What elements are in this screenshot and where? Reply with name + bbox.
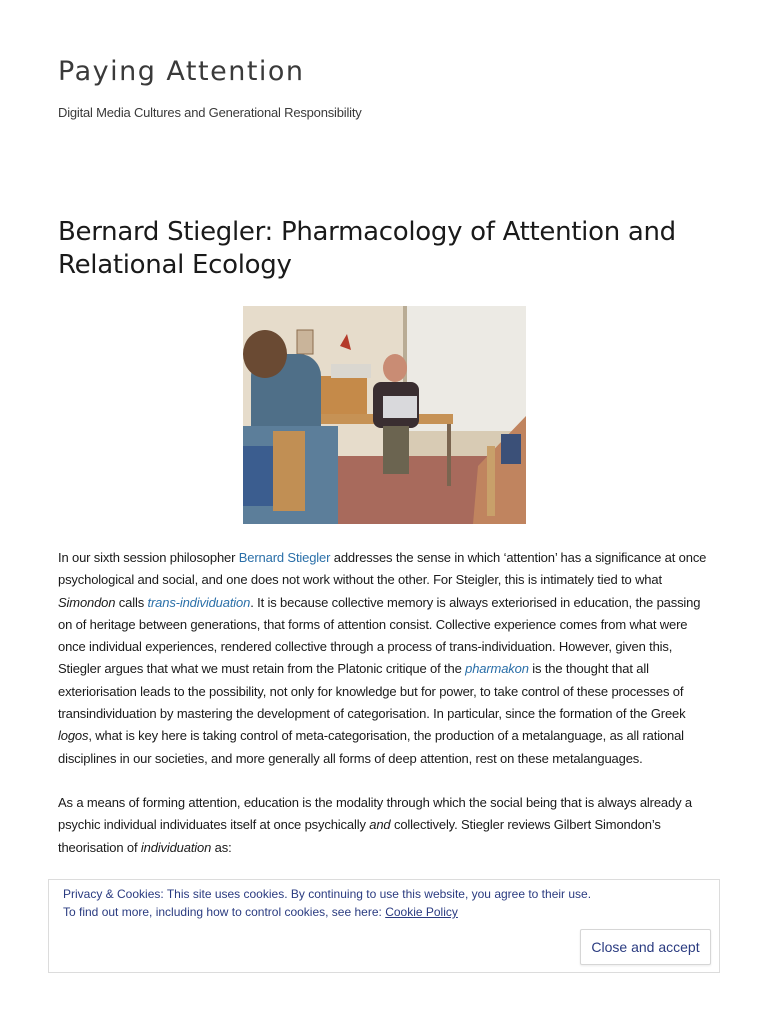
site-description: Digital Media Cultures and Generational Responsibility	[58, 105, 362, 120]
cookie-notice-text: Privacy & Cookies: This site uses cookies. By continuing to use this website, you agree to their use.	[63, 887, 592, 901]
cookie-policy-link[interactable]: Cookie Policy	[385, 905, 458, 919]
paragraph-1: In our sixth session philosopher Bernard Stiegler addresses the sense in which ‘attention’ has a significance at once psychological and social, and one does not work without the other. For Steigler, this is intimately tied to what Simondon calls trans-individuation. It is because collective memory is always exteriorised in education, the passing on of heritage between generations, that forms of attention consist. Collective experience comes from what were once individual experiences, rendered collective through a process of trans-individuation. However, given this, Stiegler argues that what we must retain from the Platonic critique of the pharmakon is the thought that all exteriorisation leads to the possibility, not only for knowledge but for power, to take control of these processes of transindividuation by mastering the development of categorisation. In particular, since the formation of the Greek logos, what is key here is taking control of meta-categorisation, the production of a metalanguage, as all rational disciplines in our societies, and more generally all forms of deep attention, rest on these metalanguages.	[58, 550, 707, 766]
cookie-more-info: To find out more, including how to control cookies, see here: Cookie Policy	[63, 905, 458, 919]
close-and-accept-button[interactable]: Close and accept	[580, 929, 711, 965]
site-title[interactable]: Paying Attention	[58, 56, 305, 87]
post-photo	[243, 306, 526, 524]
link-pharmakon[interactable]: pharmakon	[465, 661, 529, 677]
link-trans-individuation[interactable]: trans-individuation	[147, 594, 251, 610]
paragraph-2: As a means of forming attention, education is the modality through which the social being that is always already a psychic individual individuates itself at once psychically and collectively. Stiegler reviews Gilbert Simondon’s theorisation of individuation as:	[58, 794, 692, 855]
link-bernard-stiegler[interactable]: Bernard Stiegler	[238, 550, 331, 565]
post-body	[58, 547, 708, 881]
post-title: Bernard Stiegler: Pharmacology of Attention and Relational Ecology	[58, 217, 676, 280]
cookie-banner	[48, 879, 720, 973]
